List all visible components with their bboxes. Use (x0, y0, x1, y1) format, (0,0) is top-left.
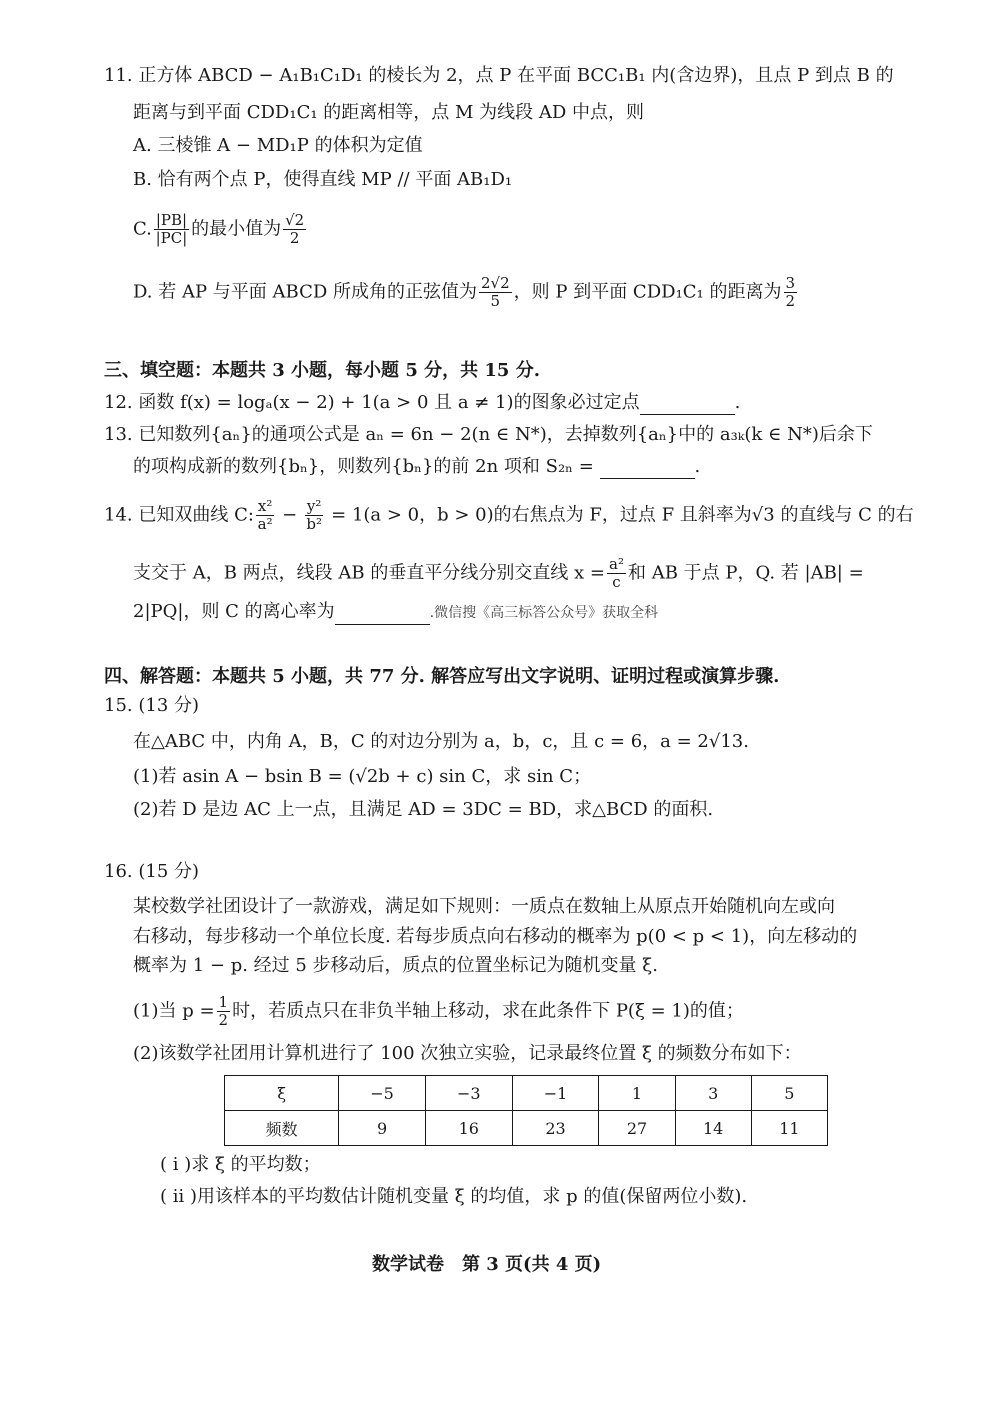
q16-part1: (1)当 p = $\frac{1}{2}$ 时，若质点只在非负半轴上移动，求在此条件下 P(ξ = 1)的值； (133, 993, 744, 1029)
q15-part2: (2)若 D 是边 AC 上一点，且满足 AD = 3DC = BD，求△BCD 的面积. (133, 799, 714, 820)
q14-line3: 2|PQ|，则 C 的离心率为 .微信搜《高三标答公众号》获取全科 (133, 600, 658, 625)
table-header: ξ (225, 1076, 339, 1111)
frequency-table (224, 1075, 828, 1146)
fraction: $\frac{√2}{2}$ (285, 211, 305, 247)
q16-line3: 概率为 1 − p. 经过 5 步移动后，质点的位置坐标记为随机变量 ξ. (133, 955, 658, 976)
q16-heading: 16. (15 分) (104, 861, 200, 882)
q11-line2: 距离与到平面 CDD₁C₁ 的距离相等，点 M 为线段 AD 中点，则 (133, 102, 645, 123)
q13-line2: 的项构成新的数列{bₙ}，则数列{bₙ}的前 2n 项和 S₂ₙ = . (133, 456, 701, 477)
table-cell: 16 (425, 1111, 512, 1146)
q14-line1: 14. 已知双曲线 C: $\frac{\text{x²}}{\text{a²}}$ − $\frac{\text{y²}}{\text{b²}}$ = 1(a > 0，b > 0)的右焦点为 F，过点 F 且斜率为√3 的直线与 C 的右 (104, 497, 914, 533)
table-cell: 11 (751, 1111, 827, 1146)
fraction: $\frac{3}{2}$ (785, 274, 796, 310)
text: ，则 P 到平面 CDD₁C₁ 的距离为 (513, 281, 782, 303)
q15-line1: 在△ABC 中，内角 A，B，C 的对边分别为 a，b，c，且 c = 6，a = 2√13. (133, 731, 749, 752)
section-3-heading: 三、填空题：本题共 3 小题，每小题 5 分，共 15 分. (104, 360, 540, 381)
table-header: 频数 (225, 1111, 339, 1146)
table-cell: 23 (512, 1111, 599, 1146)
q11-option-b: B. 恰有两个点 P，使得直线 MP // 平面 AB₁D₁ (133, 169, 513, 190)
text: D. 若 AP 与平面 ABCD 所成角的正弦值为 (133, 281, 477, 303)
q11-line1: 11. 正方体 ABCD − A₁B₁C₁D₁ 的棱长为 2，点 P 在平面 BCC₁B₁ 内(含边界)，且点 P 到点 B 的 (104, 65, 894, 86)
fraction: $\frac{|PB|}{|PC|}$ (155, 211, 188, 247)
table-cell: −1 (512, 1076, 599, 1111)
answer-blank (600, 460, 695, 479)
table-cell: 3 (675, 1076, 751, 1111)
q12: 12. 函数 f(x) = logₐ(x − 2) + 1(a > 0 且 a ≠ 1)的图象必过定点 . (104, 392, 741, 413)
table-cell: 1 (599, 1076, 675, 1111)
q11-option-a: A. 三棱锥 A − MD₁P 的体积为定值 (133, 135, 423, 156)
table-row (225, 1111, 828, 1146)
q16-line1: 某校数学社团设计了一款游戏，满足如下规则：一质点在数轴上从原点开始随机向左或向 (133, 896, 835, 917)
label: C. (133, 218, 152, 240)
table-cell: −3 (425, 1076, 512, 1111)
fraction: $\frac{2√2}{5}$ (481, 274, 510, 310)
page-footer: 数学试卷 第 3 页(共 4 页) (372, 1254, 602, 1275)
table-row (225, 1076, 828, 1111)
table-cell: 27 (599, 1111, 675, 1146)
q11-option-d (133, 275, 799, 310)
q16-part2: (2)该数学社团用计算机进行了 100 次独立实验，记录最终位置 ξ 的频数分布如下： (133, 1043, 802, 1064)
q16-line2: 右移动，每步移动一个单位长度. 若每步质点向右移动的概率为 p(0 < p < 1)，向左移动的 (133, 926, 858, 947)
watermark-text: .微信搜《高三标答公众号》获取全科 (429, 605, 659, 621)
q11-option-c (133, 212, 308, 247)
q15-part1: (1)若 asin A − bsin B = (√2b + c) sin C，求 sin C； (133, 766, 592, 787)
q13-line1: 13. 已知数列{aₙ}的通项公式是 aₙ = 6n − 2(n ∈ N*)，去掉数列{aₙ}中的 a₃ₖ(k ∈ N*)后余下 (104, 424, 873, 445)
answer-blank (335, 606, 430, 625)
table-cell: 5 (751, 1076, 827, 1111)
q14-line2: 支交于 A，B 两点，线段 AB 的垂直平分线分别交直线 x = $\frac{\text{a²}}{c}$ 和 AB 于点 P，Q. 若 |AB| = (133, 555, 864, 591)
answer-blank (640, 396, 735, 415)
section-4-heading: 四、解答题：本题共 5 小题，共 77 分. 解答应写出文字说明、证明过程或演算步骤. (104, 666, 780, 687)
text: 的最小值为 (191, 218, 282, 240)
q16-sub-i: ( i )求 ξ 的平均数； (160, 1154, 321, 1175)
table-cell: −5 (339, 1076, 426, 1111)
table-cell: 9 (339, 1111, 426, 1146)
q16-sub-ii: ( ii )用该样本的平均数估计随机变量 ξ 的均值，求 p 的值(保留两位小数). (160, 1186, 748, 1207)
q15-heading: 15. (13 分) (104, 695, 200, 716)
table-cell: 14 (675, 1111, 751, 1146)
